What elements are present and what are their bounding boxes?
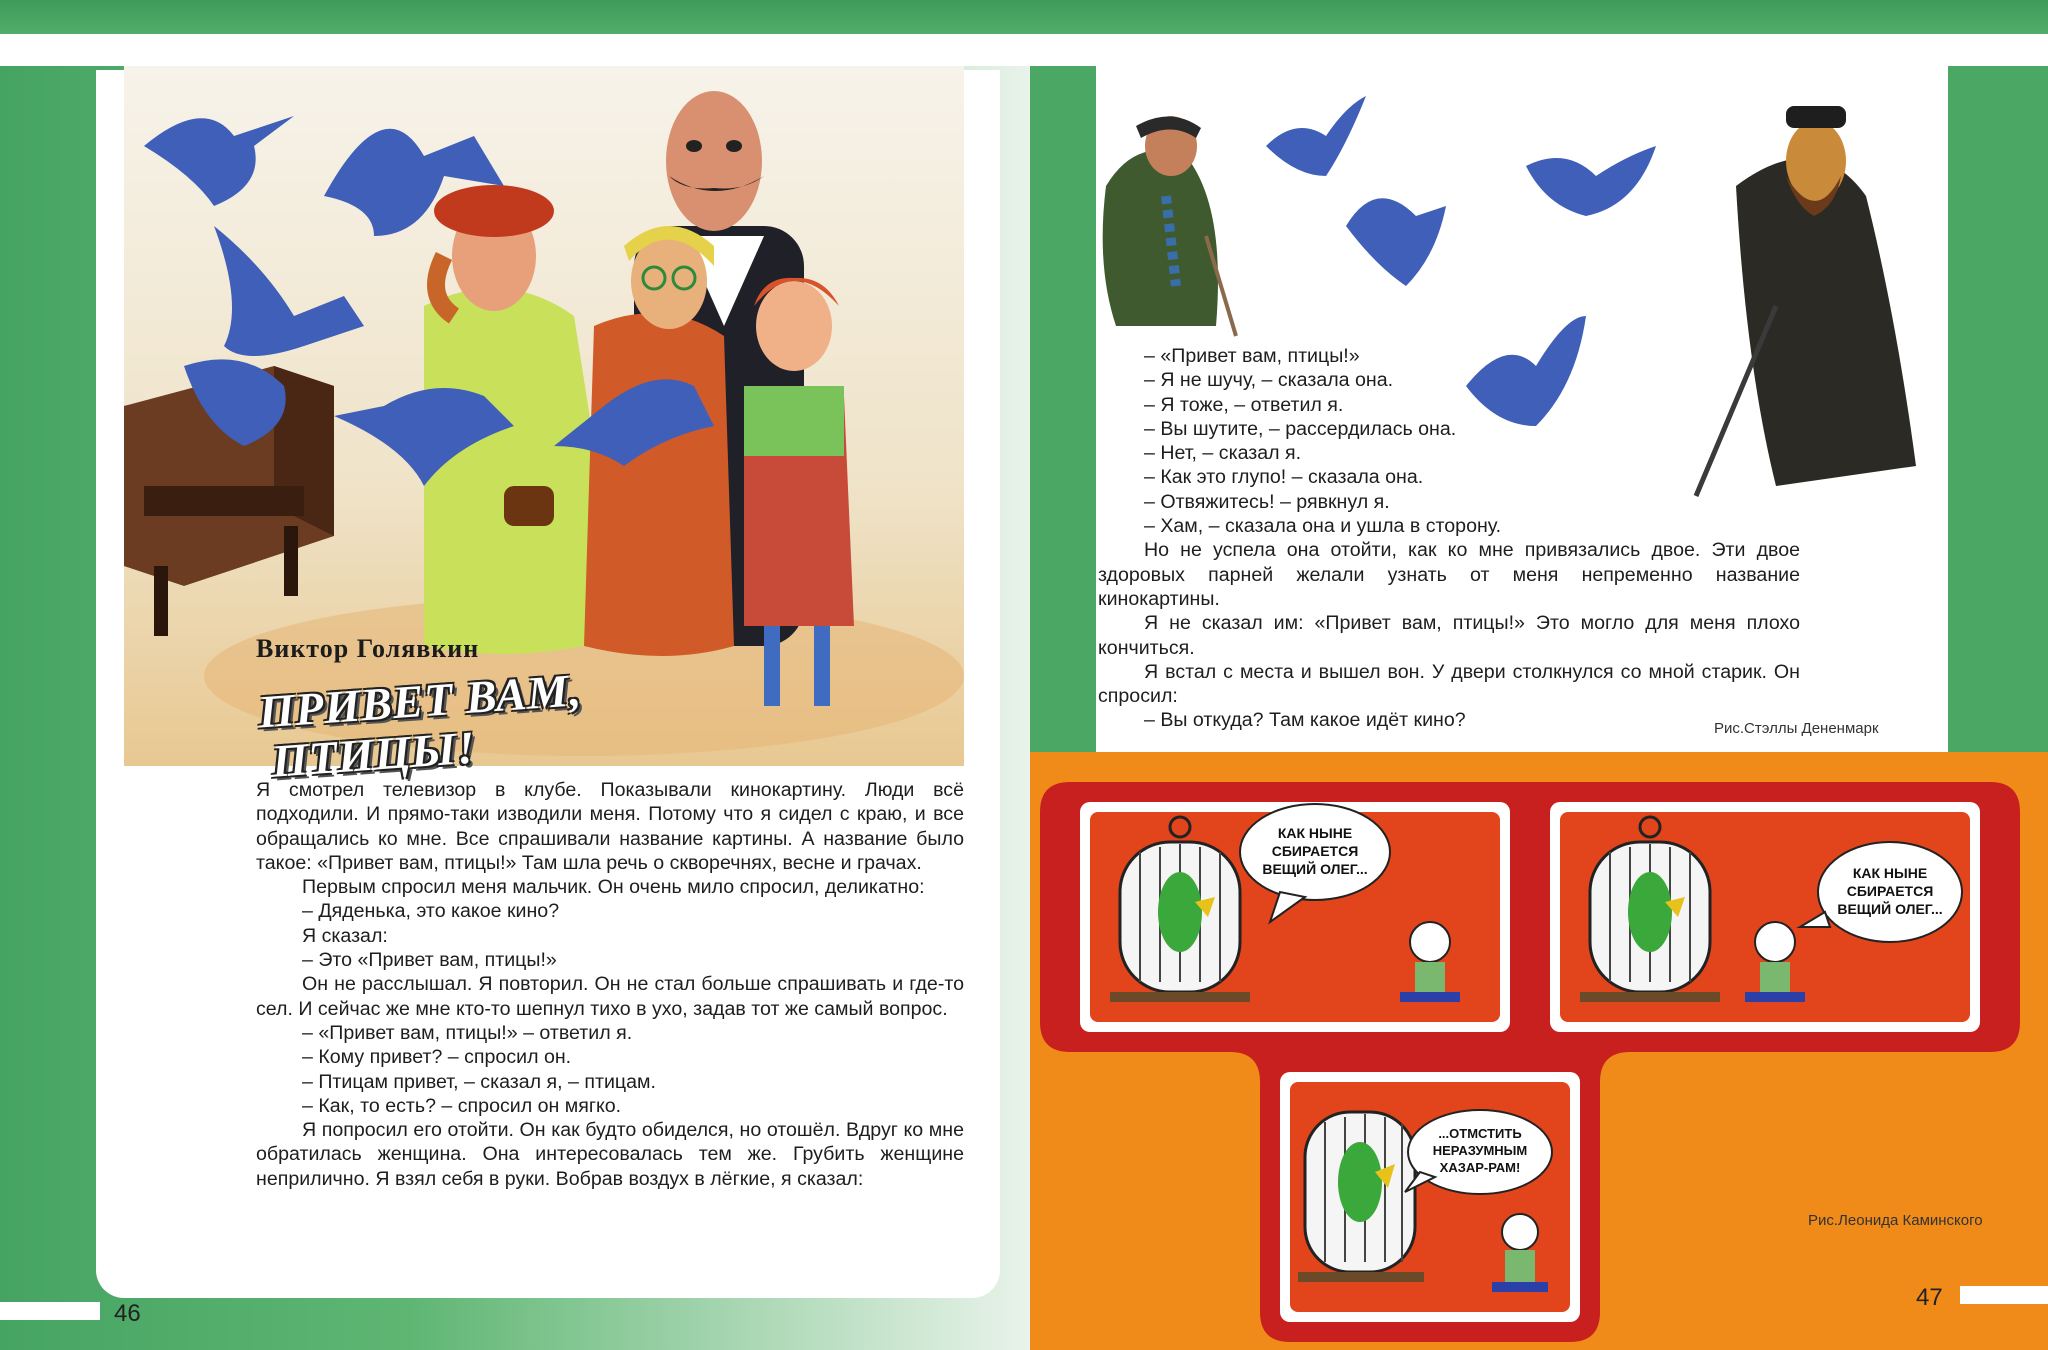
illustration-credit-top: Рис.Стэллы Дененмарк bbox=[1714, 720, 1879, 737]
dialogue-line: Я сказал: bbox=[302, 924, 388, 947]
page-number-left: 46 bbox=[114, 1300, 141, 1327]
paragraph: Первым спросил меня мальчик. Он очень мило спросил, деликатно: bbox=[302, 876, 925, 899]
bubble3-line1: ...ОТМСТИТЬ bbox=[1438, 1126, 1522, 1141]
paragraph: Я не сказал им: «Привет вам, птицы!» Это могло для меня плохо кончиться. bbox=[1098, 612, 1800, 659]
dialogue-line: – Вы откуда? Там какое идёт кино? bbox=[1144, 709, 1466, 732]
dialogue-line: – «Привет вам, птицы!» – ответил я. bbox=[302, 1021, 633, 1044]
paragraph: Я встал с места и вышел вон. У двери столкнулся со мной старик. Он спросил: bbox=[1098, 660, 1800, 708]
bubble1-line1: КАК НЫНЕ bbox=[1277, 825, 1353, 841]
dialogue-line: – Дяденька, это какое кино? bbox=[302, 900, 560, 923]
dialogue-line: – Как это глупо! – сказала она. bbox=[1144, 466, 1424, 489]
dialogue-line: – Вы шутите, – рассердилась она. bbox=[1144, 417, 1457, 440]
dialogue-line: – Как, то есть? – спросил он мягко. bbox=[302, 1094, 622, 1117]
story-title-line1: ПРИВЕТ ВАМ, bbox=[256, 664, 584, 738]
bubble2-line2: СБИРАЕТСЯ bbox=[1846, 883, 1934, 899]
comic-panel-2 bbox=[1550, 802, 1980, 1032]
dialogue-line: – Отвяжитесь! – рявкнул я. bbox=[1144, 490, 1390, 513]
dialogue-line: – Я не шучу, – сказала она. bbox=[1144, 369, 1394, 392]
author-name: Виктор Голявкин bbox=[256, 634, 480, 663]
page-number-right: 47 bbox=[1916, 1284, 1943, 1311]
comic-strip bbox=[1030, 752, 2048, 1350]
left-story-text bbox=[256, 778, 964, 1191]
bubble2-line1: КАК НЫНЕ bbox=[1852, 865, 1928, 881]
comic-panel-3 bbox=[1280, 1072, 1580, 1322]
comic-panel-1 bbox=[1080, 802, 1510, 1032]
right-green-strip-right bbox=[1948, 66, 2048, 756]
bubble3-line3: ХАЗАР-РАМ! bbox=[1439, 1160, 1521, 1175]
paragraph: Он не расслышал. Я повторил. Он не стал больше спрашивать и где-то сел. И сейчас же мне кто-то шепнул тихо в ухо, задав тот же самый вопрос. bbox=[256, 973, 964, 1020]
dialogue-line: – Я тоже, – ответил я. bbox=[1144, 393, 1344, 416]
right-green-strip-left bbox=[1030, 66, 1096, 756]
page-number-bar-left bbox=[0, 1302, 100, 1320]
bubble1-line2: СБИРАЕТСЯ bbox=[1271, 843, 1359, 859]
dialogue-line: – Птицам привет, – сказал я, – птицам. bbox=[302, 1070, 656, 1093]
dialogue-line: – Нет, – сказал я. bbox=[1144, 442, 1302, 465]
dialogue-line: – Хам, – сказала она и ушла в сторону. bbox=[1144, 515, 1502, 538]
dialogue-line: – Это «Привет вам, птицы!» bbox=[302, 949, 557, 972]
paragraph: Я смотрел телевизор в клубе. Показывали кинокартину. Люди всё подходили. И прямо-таки изводили меня. Потому что я сидел с краю, и все обращались ко мне. Все спрашивали название картины. А название было такое: «Привет вам, птицы!» Там шла речь о скворечнях, весне и грачах. bbox=[256, 779, 964, 874]
dialogue-line: – «Привет вам, птицы!» bbox=[1144, 345, 1360, 367]
bubble1-line3: ВЕЩИЙ ОЛЕГ... bbox=[1262, 861, 1368, 877]
story-title-line2: ПТИЦЫ! bbox=[270, 721, 478, 787]
bubble3-line2: НЕРАЗУМНЫМ bbox=[1432, 1143, 1528, 1158]
right-story-text bbox=[1098, 344, 1800, 733]
page-number-bar-right bbox=[1960, 1286, 2048, 1304]
paragraph: Я попросил его отойти. Он как будто обиделся, но отошёл. Вдруг ко мне обратилась женщина. Она интересовалась тем же. Грубить женщине неприлично. Я взял себя в руки. Вобрав воздух в лёгкие, я сказал: bbox=[256, 1119, 964, 1190]
dialogue-line: – Кому привет? – спросил он. bbox=[302, 1046, 572, 1069]
top-green-band bbox=[0, 0, 2048, 34]
illustration-family-with-birds bbox=[124, 66, 964, 766]
paragraph: Но не успела она отойти, как ко мне привязались двое. Эти двое здоровых парней желали узнать от меня непременно название кинокартины. bbox=[1098, 539, 1800, 610]
illustration-credit-comic: Рис.Леонида Каминского bbox=[1808, 1212, 1983, 1229]
bubble2-line3: ВЕЩИЙ ОЛЕГ... bbox=[1837, 901, 1943, 917]
